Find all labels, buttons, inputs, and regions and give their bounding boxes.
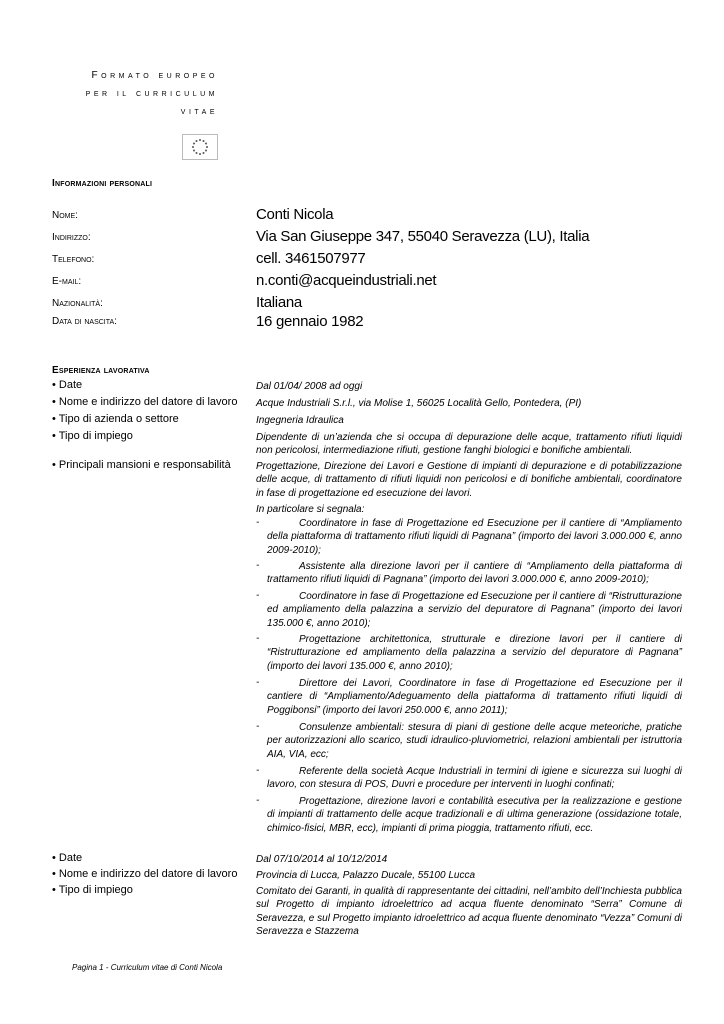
job1-intro: In particolare si segnala: xyxy=(256,504,365,515)
list-dash: - xyxy=(256,590,260,601)
list-item: Consulenze ambientali: stesura di piani di gestione delle acque meteoriche, pratiche per autorizzazioni allo scarico, studi idraulico-pluviometrici, relazioni ambientali per istruttoria AIA, VIA, ecc; xyxy=(267,722,682,760)
value-phone: cell. 3461507977 xyxy=(256,250,366,267)
value-name: Conti Nicola xyxy=(256,206,334,223)
list-item: Progettazione, direzione lavori e contabilità esecutiva per la realizzazione e gestione di impianti di trattamento delle acque tradizionali e di ultima generazione (ossidazione totale, chimico-fisici, MBR, ecc), impianti di prima pioggia, trattamento rifiuti, ecc. xyxy=(267,796,682,834)
list-item: Assistente alla direzione lavori per il cantiere di “Ampliamento della piattaforma di trattamento rifiuti liquidi di Pagnana” (importo dei lavori 3.000.000 €, anno 2009-2010); xyxy=(267,561,682,586)
value-address: Via San Giuseppe 347, 55040 Seravezza (LU), Italia xyxy=(256,228,590,245)
label-birthdate: Data di nascita: xyxy=(52,316,117,327)
header-line-3: vitae xyxy=(180,106,218,117)
list-dash: - xyxy=(256,677,260,688)
label-phone: Telefono: xyxy=(52,254,95,265)
job1-duties-value: Progettazione, Direzione dei Lavori e Gestione di impianti di depurazione e di potabilizzazione delle acque, di trattamento di rifiuti liquidi non pericolosi e di bonifiche ambientali, coordinatore in fase di progettazione ed esecuzione dei lavori. xyxy=(256,461,682,499)
job1-type-value: Dipendente di un’azienda che si occupa di depurazione delle acque, trattamento rifiuti liquidi non pericolosi, intermediazione rifiuti, gestione fanghi biologici e bonifiche ambientali. xyxy=(256,432,682,457)
label-address: Indirizzo: xyxy=(52,232,91,243)
job2-employer-label: • Nome e indirizzo del datore di lavoro xyxy=(52,868,238,880)
job1-employer-label: • Nome e indirizzo del datore di lavoro xyxy=(52,396,238,408)
list-dash: - xyxy=(256,765,260,776)
job1-employer-value: Acque Industriali S.r.l., via Molise 1, 56025 Località Gello, Pontedera, (PI) xyxy=(256,398,582,409)
job2-type-value: Comitato dei Garanti, in qualità di rappresentante dei cittadini, nell’ambito dell’Inchiesta pubblica sul Progetto di impianto idroelettrico ad acqua fluente denominato “Serra” Comune di Seravezza, e sul Progetto impianto idroelettrico ad acqua fluente denominato “Vezza” Comuni di Seravezza e Stazzema xyxy=(256,886,682,937)
label-email: E-mail: xyxy=(52,276,82,287)
job1-sector-value: Ingegneria Idraulica xyxy=(256,415,344,426)
list-dash: - xyxy=(256,560,260,571)
list-dash: - xyxy=(256,517,260,528)
list-item: Coordinatore in fase di Progettazione ed Esecuzione per il cantiere di “Ristrutturazione ed ampliamento della palazzina a servizio del depuratore di Pagnana” (importo dei lavori 135.000 €, anno 2010); xyxy=(267,591,682,629)
job2-employer-value: Provincia di Lucca, Palazzo Ducale, 55100 Lucca xyxy=(256,870,476,881)
job2-type-label: • Tipo di impiego xyxy=(52,884,133,896)
eu-flag-icon xyxy=(182,134,218,160)
list-dash: - xyxy=(256,721,260,732)
job2-date-label: • Date xyxy=(52,852,83,864)
list-dash: - xyxy=(256,633,260,644)
section-heading-personal: Informazioni personali xyxy=(52,178,153,189)
header-line-2: per il curriculum xyxy=(85,88,218,99)
page-footer: Pagina 1 - Curriculum vitae di Conti Nicola xyxy=(72,963,223,972)
label-name: Nome: xyxy=(52,210,78,221)
job1-sector-label: • Tipo di azienda o settore xyxy=(52,413,179,425)
list-item: Direttore dei Lavori, Coordinatore in fase di Progettazione ed Esecuzione per il cantiere di “Ampliamento/Adeguamento della piattaforma di trattamento rifiuti liquidi di Poggibonsi” (importo dei lavori 250.000 €, anno 2011); xyxy=(267,678,682,716)
list-dash: - xyxy=(256,795,260,806)
list-item: Referente della società Acque Industriali in termini di igiene e sicurezza sui luoghi di lavoro, con stesura di POS, Duvri e procedure per interventi in luoghi confinati; xyxy=(267,766,682,791)
job1-duties-label: • Principali mansioni e responsabilità xyxy=(52,459,231,471)
value-email: n.conti@acqueindustriali.net xyxy=(256,272,437,289)
section-heading-experience: Esperienza lavorativa xyxy=(52,365,150,376)
job1-date-value: Dal 01/04/ 2008 ad oggi xyxy=(256,381,363,392)
job1-date-label: • Date xyxy=(52,379,83,391)
job2-date-value: Dal 07/10/2014 al 10/12/2014 xyxy=(256,854,388,865)
value-nationality: Italiana xyxy=(256,294,302,311)
label-nationality: Nazionalità: xyxy=(52,298,103,309)
job1-type-label: • Tipo di impiego xyxy=(52,430,133,442)
header-line-1: Formato europeo xyxy=(91,70,218,81)
list-item: Progettazione architettonica, strutturale e direzione lavori per il cantiere di “Ristrutturazione ed ampliamento della palazzina a servizio del depuratore di Pagnana” (importo dei lavori 135.000 €, anno 2010); xyxy=(267,634,682,672)
list-item: Coordinatore in fase di Progettazione ed Esecuzione per il cantiere di “Ampliamento della piattaforma di trattamento rifiuti liquidi di Pagnana” (importo dei lavori 3.000.000 €, anno 2009-2010); xyxy=(267,518,682,556)
value-birthdate: 16 gennaio 1982 xyxy=(256,313,364,330)
